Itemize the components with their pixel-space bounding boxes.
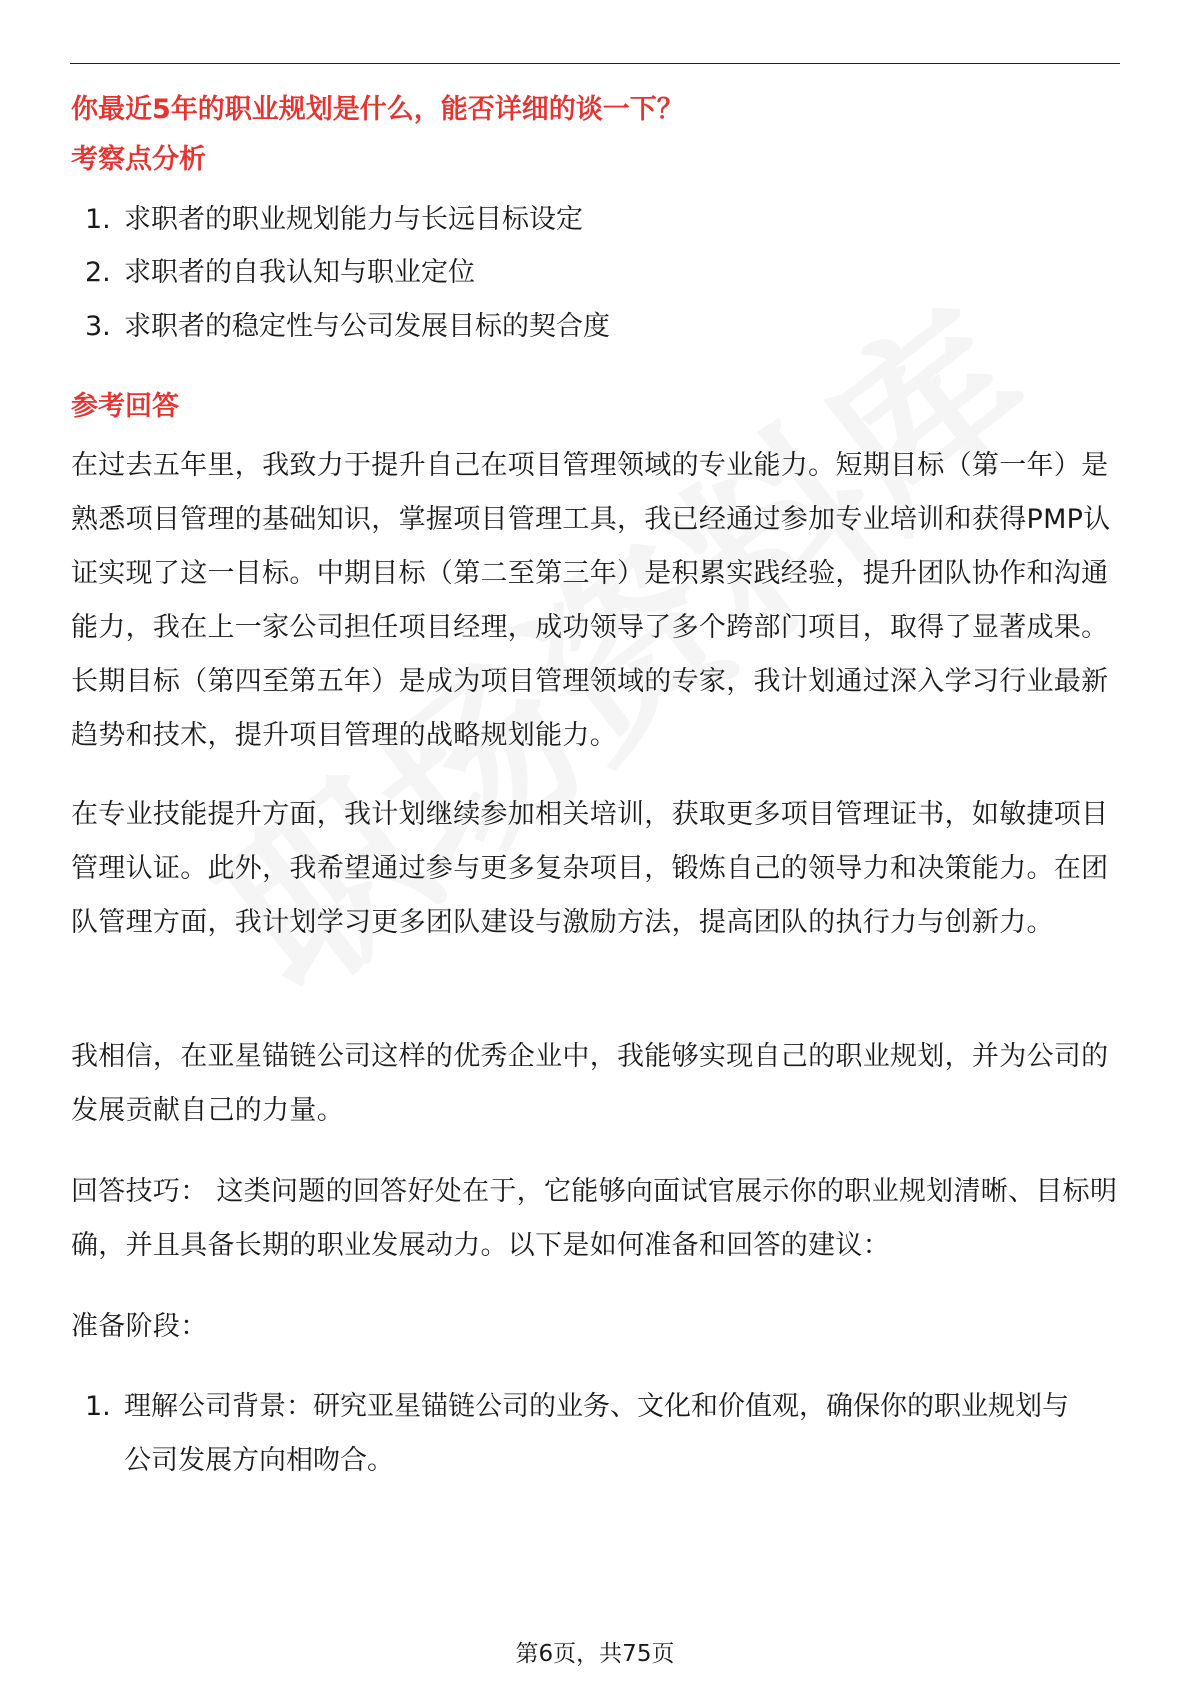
list-number: 1. — [85, 1391, 111, 1422]
list-number: 3. — [85, 311, 111, 342]
list-number: 2. — [85, 257, 111, 288]
page-footer: 第6页，共75页 — [515, 1641, 675, 1667]
question-title: 你最近5年的职业规划是什么，能否详细的谈一下？ — [71, 94, 684, 125]
prep-heading: 准备阶段： — [71, 1311, 208, 1342]
list-text: 求职者的稳定性与公司发展目标的契合度 — [124, 311, 610, 342]
answer-paragraph: 我相信，在亚星锚链公司这样的优秀企业中，我能够实现自己的职业规划，并为公司的发展贡献自己的力量。 — [71, 1041, 1109, 1126]
list-number: 1. — [85, 204, 111, 235]
list-text: 理解公司背景：研究亚星锚链公司的业务、文化和价值观，确保你的职业规划与公司发展方向相吻合。 — [124, 1391, 1069, 1476]
tips-paragraph: 回答技巧： 这类问题的回答好处在于，它能够向面试官展示你的职业规划清晰、目标明确，并且具备长期的职业发展动力。以下是如何准备和回答的建议： — [71, 1176, 1118, 1261]
answer-paragraph: 在专业技能提升方面，我计划继续参加相关培训，获取更多项目管理证书，如敏捷项目管理认证。此外，我希望通过参与更多复杂项目，锻炼自己的领导力和决策能力。在团队管理方面，我计划学习更多团队建设与激励方法，提高团队的执行力与创新力。 — [71, 799, 1109, 938]
list-text: 求职者的职业规划能力与长远目标设定 — [124, 204, 583, 235]
answer-paragraph: 在过去五年里，我致力于提升自己在项目管理领域的专业能力。短期目标（第一年）是熟悉项目管理的基础知识，掌握项目管理工具，我已经通过参加专业培训和获得PMP认证实现了这一目标。中期目标（第二至第三年）是积累实践经验，提升团队协作和沟通能力，我在上一家公司担任项目经理，成功领导了多个跨部门项目，取得了显著成果。长期目标（第四至第五年）是成为项目管理领域的专家，我计划通过深入学习行业最新趋势和技术，提升项目管理的战略规划能力。 — [71, 450, 1111, 751]
list-text: 求职者的自我认知与职业定位 — [124, 257, 475, 288]
header-rule — [70, 63, 1120, 64]
section-title-answer: 参考回答 — [71, 391, 179, 422]
section-title-analysis: 考察点分析 — [71, 144, 206, 175]
